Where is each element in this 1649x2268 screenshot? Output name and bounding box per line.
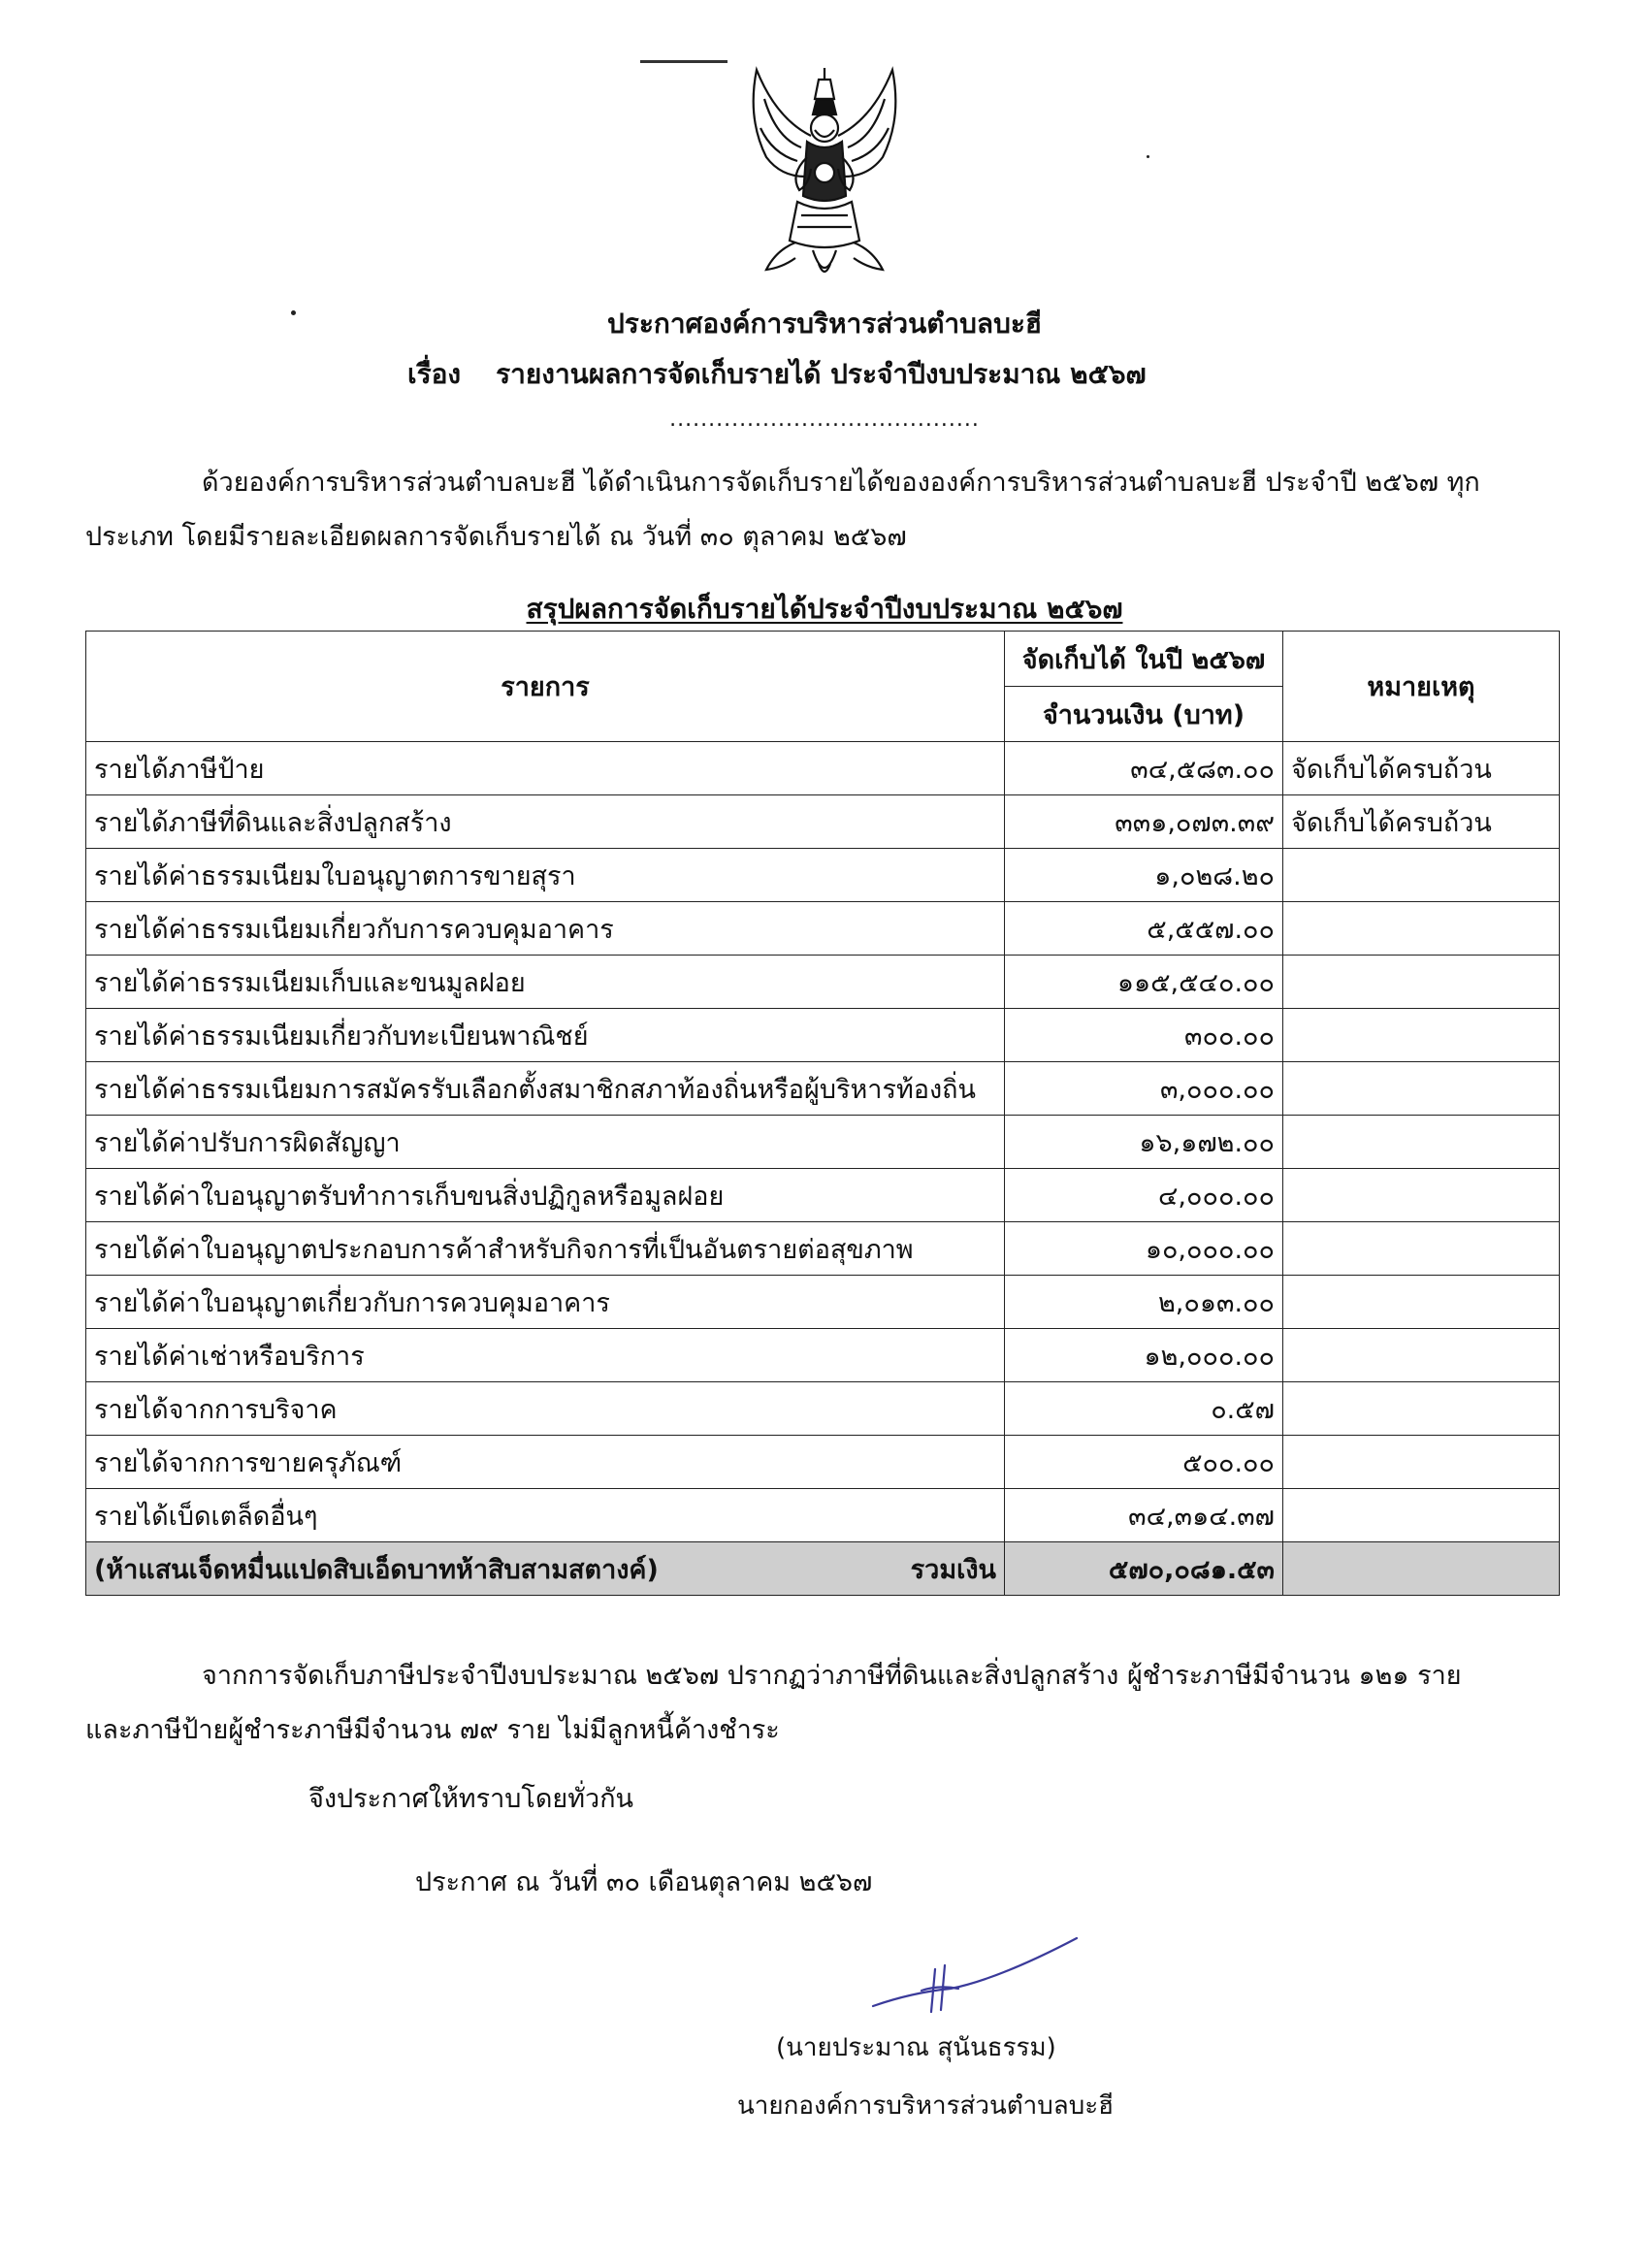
- signatory-name: (นายประมาณ สุนันธรรม): [776, 2033, 1056, 2062]
- row-item: รายได้ค่าธรรมเนียมเกี่ยวกับทะเบียนพาณิชย์: [86, 1009, 1005, 1062]
- table-row: [86, 1062, 1560, 1116]
- row-amount: ๑๐,๐๐๐.๐๐: [1005, 1222, 1283, 1276]
- row-amount: ๓๓๑,๐๗๓.๓๙: [1005, 795, 1283, 849]
- row-amount: ๓๔,๓๑๔.๓๗: [1005, 1489, 1283, 1542]
- total-words: (ห้าแสนเจ็ดหมื่นแปดสิบเอ็ดบาทห้าสิบสามสตางค์): [94, 1554, 659, 1585]
- signatory-position: นายกองค์การบริหารส่วนตำบลบะฮี: [737, 2091, 1115, 2121]
- subject-text: รายงานผลการจัดเก็บรายได้ ประจำปีงบประมาณ ๒๕๖๗: [496, 358, 1147, 390]
- column-header-amount: จำนวนเงิน (บาท): [1005, 687, 1283, 742]
- total-amount: ๕๗๐,๐๘๑.๕๓: [1005, 1542, 1283, 1596]
- revenue-table: [85, 631, 1560, 1596]
- total-label: รวมเงิน: [910, 1554, 996, 1585]
- intro-paragraph: ด้วยองค์การบริหารส่วนตำบลบะฮี ได้ดำเนินการจัดเก็บรายได้ขององค์การบริหารส่วนตำบลบะฮี ประจำปี ๒๕๖๗ ทุกประเภท โดยมีรายละเอียดผลการจัดเก็บรายได้ ณ วันที่ ๓๐ ตุลาคม ๒๕๖๗: [85, 468, 1480, 552]
- column-header-note: หมายเหตุ: [1283, 632, 1560, 742]
- row-amount: ๓๔,๕๘๓.๐๐: [1005, 742, 1283, 795]
- announcement-title: ประกาศองค์การบริหารส่วนตำบลบะฮี: [607, 308, 1042, 340]
- row-item: รายได้ค่าใบอนุญาตเกี่ยวกับการควบคุมอาคาร: [86, 1276, 1005, 1329]
- row-note: [1283, 1436, 1560, 1489]
- row-item: รายได้จากการขายครุภัณฑ์: [86, 1436, 1005, 1489]
- row-amount: ๔,๐๐๐.๐๐: [1005, 1169, 1283, 1222]
- table-row: [86, 742, 1560, 795]
- table-row: [86, 1382, 1560, 1436]
- signature-mark: [854, 1930, 1086, 2027]
- table-row: [86, 849, 1560, 902]
- row-amount: ๐.๕๗: [1005, 1382, 1283, 1436]
- table-row: [86, 902, 1560, 956]
- row-item: รายได้จากการบริจาค: [86, 1382, 1005, 1436]
- table-row: [86, 1009, 1560, 1062]
- subject-label: เรื่อง: [407, 358, 462, 390]
- row-item: รายได้ค่าเช่าหรือบริการ: [86, 1329, 1005, 1382]
- row-item: รายได้ค่าธรรมเนียมการสมัครรับเลือกตั้งสมาชิกสภาท้องถิ่นหรือผู้บริหารท้องถิ่น: [86, 1062, 1005, 1116]
- row-amount: ๑๑๕,๕๔๐.๐๐: [1005, 956, 1283, 1009]
- notice-text: จึงประกาศให้ทราบโดยทั่วกัน: [308, 1784, 633, 1814]
- title-separator: ........................................: [669, 407, 980, 432]
- table-row: [86, 1116, 1560, 1169]
- announcement-date: ประกาศ ณ วันที่ ๓๐ เดือนตุลาคม ๒๕๖๗: [415, 1867, 873, 1897]
- row-amount: ๑๒,๐๐๐.๐๐: [1005, 1329, 1283, 1382]
- row-note: [1283, 1116, 1560, 1169]
- scan-speck: [1147, 155, 1149, 158]
- scan-mark: [640, 60, 728, 63]
- row-note: จัดเก็บได้ครบถ้วน: [1283, 742, 1560, 795]
- table-row: [86, 1169, 1560, 1222]
- row-item: รายได้ค่าธรรมเนียมใบอนุญาตการขายสุรา: [86, 849, 1005, 902]
- row-amount: ๓๐๐.๐๐: [1005, 1009, 1283, 1062]
- row-amount: ๕๐๐.๐๐: [1005, 1436, 1283, 1489]
- row-note: [1283, 1276, 1560, 1329]
- row-note: [1283, 1009, 1560, 1062]
- revenue-table-body: [86, 742, 1560, 1542]
- row-note: [1283, 902, 1560, 956]
- row-note: [1283, 1329, 1560, 1382]
- row-amount: ๑,๐๒๘.๒๐: [1005, 849, 1283, 902]
- garuda-emblem-icon: [737, 60, 912, 293]
- announcement-subject: [407, 353, 1147, 396]
- row-note: [1283, 1222, 1560, 1276]
- row-note: [1283, 1489, 1560, 1542]
- row-amount: ๓,๐๐๐.๐๐: [1005, 1062, 1283, 1116]
- row-note: [1283, 849, 1560, 902]
- table-row: [86, 956, 1560, 1009]
- table-row: [86, 795, 1560, 849]
- row-item: รายได้ค่าใบอนุญาตประกอบการค้าสำหรับกิจการที่เป็นอันตรายต่อสุขภาพ: [86, 1222, 1005, 1276]
- row-item: รายได้ค่าธรรมเนียมเกี่ยวกับการควบคุมอาคาร: [86, 902, 1005, 956]
- row-note: [1283, 956, 1560, 1009]
- row-item: รายได้ภาษีที่ดินและสิ่งปลูกสร้าง: [86, 795, 1005, 849]
- table-row: [86, 1329, 1560, 1382]
- summary-paragraph: จากการจัดเก็บภาษีประจำปีงบประมาณ ๒๕๖๗ ปรากฏว่าภาษีที่ดินและสิ่งปลูกสร้าง ผู้ชำระภาษีมีจำนวน ๑๒๑ ราย และภาษีป้ายผู้ชำระภาษีมีจำนวน ๗๙ ราย ไม่มีลูกหนี้ค้างชำระ: [85, 1661, 1462, 1745]
- column-header-item: รายการ: [86, 632, 1005, 742]
- table-caption: สรุปผลการจัดเก็บรายได้ประจำปีงบประมาณ ๒๕๖๗: [526, 593, 1123, 625]
- row-amount: ๒,๐๑๓.๐๐: [1005, 1276, 1283, 1329]
- row-item: รายได้ค่าธรรมเนียมเก็บและขนมูลฝอย: [86, 956, 1005, 1009]
- table-row: [86, 1489, 1560, 1542]
- row-amount: ๑๖,๑๗๒.๐๐: [1005, 1116, 1283, 1169]
- row-item: รายได้เบ็ดเตล็ดอื่นๆ: [86, 1489, 1005, 1542]
- row-note: [1283, 1062, 1560, 1116]
- row-item: รายได้ค่าใบอนุญาตรับทำการเก็บขนสิ่งปฏิกูลหรือมูลฝอย: [86, 1169, 1005, 1222]
- row-amount: ๕,๕๕๗.๐๐: [1005, 902, 1283, 956]
- row-note: [1283, 1169, 1560, 1222]
- total-note: [1283, 1542, 1560, 1596]
- row-note: [1283, 1382, 1560, 1436]
- total-cell: [86, 1542, 1005, 1596]
- table-row: [86, 1436, 1560, 1489]
- row-note: จัดเก็บได้ครบถ้วน: [1283, 795, 1560, 849]
- row-item: รายได้ภาษีป้าย: [86, 742, 1005, 795]
- row-item: รายได้ค่าปรับการผิดสัญญา: [86, 1116, 1005, 1169]
- table-row: [86, 1222, 1560, 1276]
- column-header-collected: จัดเก็บได้ ในปี ๒๕๖๗: [1005, 632, 1283, 687]
- table-row: [86, 1276, 1560, 1329]
- total-row: [86, 1542, 1560, 1596]
